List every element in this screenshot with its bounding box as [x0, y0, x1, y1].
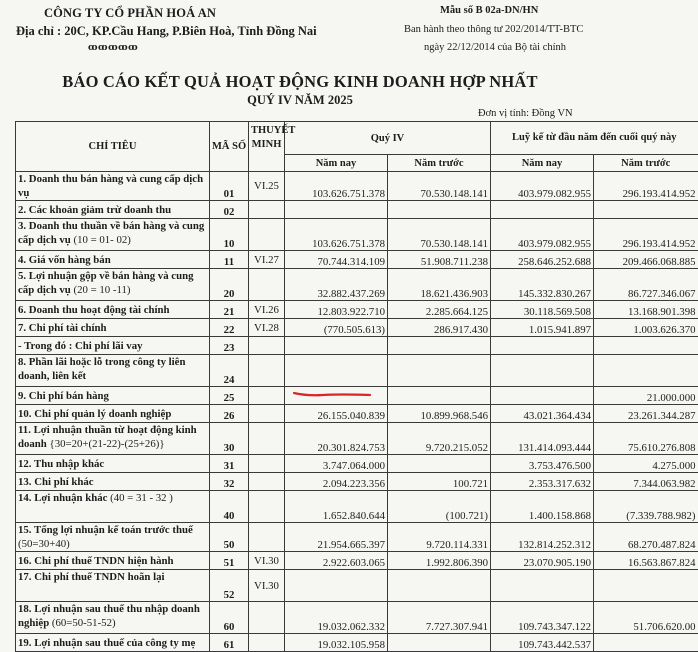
- header-code: MÃ SỐ: [210, 122, 249, 172]
- row-code: 20: [210, 269, 249, 301]
- ytd-prev-year-value: 75.610.276.808: [594, 423, 698, 455]
- ytd-prev-year-value: [594, 634, 698, 652]
- row-code: 21: [210, 301, 249, 319]
- ytd-prev-year-value: 16.563.867.824: [594, 552, 698, 570]
- ytd-prev-year-value: 13.168.901.398: [594, 301, 698, 319]
- row-label: [16, 251, 210, 269]
- row-label: [16, 301, 210, 319]
- row-note: [249, 201, 285, 219]
- row-note: VI.28: [249, 319, 285, 337]
- table-row: [16, 473, 698, 491]
- table-row: [16, 423, 698, 455]
- row-label: [16, 423, 210, 455]
- row-label-text: 3. Doanh thu thuần về bán hàng và cung cấp dịch vụ: [18, 220, 205, 246]
- quarter-prev-year-value: (100.721): [388, 491, 491, 523]
- quarter-prev-year-value: 100.721: [388, 473, 491, 491]
- quarter-this-year-value: 103.626.751.378: [285, 172, 388, 201]
- header-ytd: Luỹ kế từ đầu năm đến cuối quý này: [491, 122, 698, 155]
- quarter-prev-year-value: 286.917.430: [388, 319, 491, 337]
- quarter-prev-year-value: 10.899.968.546: [388, 405, 491, 423]
- row-code: 61: [210, 634, 249, 652]
- quarter-prev-year-value: 9.720.114.331: [388, 523, 491, 552]
- row-formula: (60=50-51-52): [51, 617, 116, 629]
- row-code: 22: [210, 319, 249, 337]
- ytd-this-year-value: 43.021.364.434: [491, 405, 594, 423]
- ytd-this-year-value: 109.743.442.537: [491, 634, 594, 652]
- row-label-text: 10. Chi phí quản lý doanh nghiệp: [18, 407, 172, 420]
- row-code: 01: [210, 172, 249, 201]
- ytd-prev-year-value: [594, 355, 698, 387]
- row-label: [16, 473, 210, 491]
- ytd-prev-year-value: 68.270.487.824: [594, 523, 698, 552]
- row-label: [16, 201, 210, 219]
- ytd-prev-year-value: 21.000.000: [594, 387, 698, 405]
- ytd-this-year-value: 403.979.082.955: [491, 172, 594, 201]
- row-label-text: 6. Doanh thu hoạt động tài chính: [18, 303, 170, 316]
- ytd-this-year-value: 1.400.158.868: [491, 491, 594, 523]
- ytd-this-year-value: 131.414.093.444: [491, 423, 594, 455]
- row-label: [16, 319, 210, 337]
- quarter-this-year-value: 19.032.062.332: [285, 602, 388, 634]
- ytd-prev-year-value: 209.466.068.885: [594, 251, 698, 269]
- ytd-this-year-value: [491, 337, 594, 355]
- row-formula: {30=20+(21-22)-(25+26)}: [49, 438, 165, 450]
- row-label: [16, 219, 210, 251]
- form-number: Mẫu số B 02a-DN/HN: [440, 5, 539, 16]
- header-ytd-this-year: Năm nay: [491, 155, 594, 172]
- table-row: [16, 301, 698, 319]
- row-note: VI.30: [249, 570, 285, 602]
- table-row: [16, 552, 698, 570]
- quarter-prev-year-value: 9.720.215.052: [388, 423, 491, 455]
- row-note: [249, 405, 285, 423]
- row-label-text: 2. Các khoản giảm trừ doanh thu: [18, 203, 172, 216]
- quarter-this-year-value: 1.652.840.644: [285, 491, 388, 523]
- quarter-this-year-value: 32.882.437.269: [285, 269, 388, 301]
- row-label: [16, 455, 210, 473]
- row-label-text: 4. Giá vốn hàng bán: [18, 253, 111, 266]
- row-note: VI.25: [249, 172, 285, 201]
- row-code: 40: [210, 491, 249, 523]
- company-name: CÔNG TY CỔ PHẦN HOÁ AN: [44, 6, 216, 20]
- row-code: 32: [210, 473, 249, 491]
- row-label-text: 12. Thu nhập khác: [18, 457, 105, 470]
- row-note: VI.27: [249, 251, 285, 269]
- header-quarter: Quý IV: [285, 122, 491, 155]
- ytd-this-year-value: 403.979.082.955: [491, 219, 594, 251]
- table-row: [16, 570, 698, 602]
- quarter-this-year-value: 103.626.751.378: [285, 219, 388, 251]
- quarter-this-year-value: 3.747.064.000: [285, 455, 388, 473]
- quarter-this-year-value: [285, 355, 388, 387]
- header-q-this-year: Năm nay: [285, 155, 388, 172]
- quarter-prev-year-value: 2.285.664.125: [388, 301, 491, 319]
- table-row: [16, 319, 698, 337]
- ytd-prev-year-value: [594, 570, 698, 602]
- quarter-this-year-value: 20.301.824.753: [285, 423, 388, 455]
- income-statement-table: [15, 121, 698, 652]
- ytd-this-year-value: 132.814.252.312: [491, 523, 594, 552]
- row-label-text: 19. Lợi nhuận sau thuế của công ty mẹ: [18, 636, 196, 649]
- row-label: [16, 269, 210, 301]
- row-code: 10: [210, 219, 249, 251]
- quarter-this-year-value: 2.094.223.356: [285, 473, 388, 491]
- table-row: [16, 405, 698, 423]
- header-q-prev-year: Năm trước: [388, 155, 491, 172]
- row-code: 31: [210, 455, 249, 473]
- row-note: [249, 602, 285, 634]
- row-label-text: 17. Chi phí thuế TNDN hoãn lại: [18, 571, 165, 583]
- row-code: 60: [210, 602, 249, 634]
- row-note: [249, 387, 285, 405]
- row-label-text: 14. Lợi nhuận khác: [18, 492, 111, 504]
- quarter-this-year-value: 21.954.665.397: [285, 523, 388, 552]
- header-note: THUYẾT MINH: [249, 122, 285, 172]
- header-indicator: CHỈ TIÊU: [16, 122, 210, 172]
- quarter-prev-year-value: [388, 355, 491, 387]
- row-formula: (10 = 01- 02): [73, 234, 131, 246]
- ytd-this-year-value: 1.015.941.897: [491, 319, 594, 337]
- table-row: [16, 337, 698, 355]
- row-code: 50: [210, 523, 249, 552]
- table-row: [16, 219, 698, 251]
- quarter-this-year-value: 26.155.040.839: [285, 405, 388, 423]
- table-row: [16, 355, 698, 387]
- quarter-this-year-value: (770.505.613): [285, 319, 388, 337]
- row-note: [249, 423, 285, 455]
- ytd-this-year-value: 258.646.252.688: [491, 251, 594, 269]
- row-code: 02: [210, 201, 249, 219]
- header-ytd-prev-year: Năm trước: [594, 155, 698, 172]
- ytd-this-year-value: 145.332.830.267: [491, 269, 594, 301]
- row-label-text: 7. Chi phí tài chính: [18, 321, 107, 334]
- quarter-this-year-value: 2.922.603.065: [285, 552, 388, 570]
- row-code: 24: [210, 355, 249, 387]
- quarter-this-year-value: [285, 337, 388, 355]
- row-note: [249, 269, 285, 301]
- row-label: [16, 405, 210, 423]
- ytd-prev-year-value: 86.727.346.067: [594, 269, 698, 301]
- row-note: [249, 523, 285, 552]
- report-title: BÁO CÁO KẾT QUẢ HOẠT ĐỘNG KINH DOANH HỢP NHẤT: [62, 72, 538, 91]
- table-row: [16, 269, 698, 301]
- row-note: [249, 337, 285, 355]
- currency-unit: Đơn vị tính: Đồng VN: [478, 108, 573, 119]
- row-label: [16, 602, 210, 634]
- ytd-this-year-value: [491, 387, 594, 405]
- circular-reference: Ban hành theo thông tư 202/2014/TT-BTC: [404, 24, 584, 35]
- row-label: [16, 337, 210, 355]
- ytd-this-year-value: [491, 201, 594, 219]
- row-note: [249, 491, 285, 523]
- row-note: [249, 473, 285, 491]
- circular-date: ngày 22/12/2014 của Bộ tài chính: [424, 42, 567, 53]
- ytd-this-year-value: 23.070.905.190: [491, 552, 594, 570]
- row-label: [16, 570, 210, 602]
- ytd-prev-year-value: [594, 201, 698, 219]
- ytd-this-year-value: 3.753.476.500: [491, 455, 594, 473]
- quarter-prev-year-value: 70.530.148.141: [388, 219, 491, 251]
- row-label-text: 18. Lợi nhuận sau thuế thu nhập doanh nghiệp: [18, 603, 200, 629]
- ytd-prev-year-value: 51.706.620.00: [594, 602, 698, 634]
- decorative-ornament: ꝏꝏꝏꝏꝏ: [88, 42, 139, 52]
- table-row: [16, 201, 698, 219]
- row-note: [249, 634, 285, 652]
- ytd-prev-year-value: 7.344.063.982: [594, 473, 698, 491]
- row-formula: (40 = 31 - 32 ): [110, 492, 173, 504]
- quarter-prev-year-value: [388, 201, 491, 219]
- table-row: [16, 523, 698, 552]
- row-label: [16, 172, 210, 201]
- row-code: 30: [210, 423, 249, 455]
- ytd-prev-year-value: [594, 337, 698, 355]
- row-note: [249, 455, 285, 473]
- row-note: [249, 355, 285, 387]
- company-address: Địa chỉ : 20C, KP.Cầu Hang, P.Biên Hoà, Tỉnh Đồng Nai: [16, 24, 317, 38]
- row-label-text: 9. Chi phí bán hàng: [18, 389, 109, 402]
- ytd-prev-year-value: 296.193.414.952: [594, 172, 698, 201]
- table-row: [16, 455, 698, 473]
- quarter-prev-year-value: [388, 337, 491, 355]
- red-pen-underline: [293, 391, 371, 397]
- row-label: [16, 523, 210, 552]
- table-row: [16, 251, 698, 269]
- table-row: [16, 172, 698, 201]
- row-code: 52: [210, 570, 249, 602]
- table-row: [16, 602, 698, 634]
- row-label-text: 8. Phần lãi hoặc lỗ trong công ty liên doanh, liên kết: [18, 356, 186, 382]
- row-formula: (50=30+40): [18, 538, 70, 550]
- quarter-this-year-value: [285, 570, 388, 602]
- quarter-prev-year-value: [388, 387, 491, 405]
- row-code: 25: [210, 387, 249, 405]
- table-row: [16, 634, 698, 652]
- quarter-prev-year-value: [388, 570, 491, 602]
- row-code: 26: [210, 405, 249, 423]
- ytd-prev-year-value: 4.275.000: [594, 455, 698, 473]
- row-label-text: 16. Chi phí thuế TNDN hiện hành: [18, 554, 174, 567]
- table-row: [16, 491, 698, 523]
- ytd-this-year-value: 30.118.569.508: [491, 301, 594, 319]
- quarter-this-year-value: [285, 201, 388, 219]
- row-label: [16, 491, 210, 523]
- report-subtitle: QUÝ IV NĂM 2025: [247, 93, 353, 107]
- quarter-prev-year-value: 18.621.436.903: [388, 269, 491, 301]
- row-code: 23: [210, 337, 249, 355]
- quarter-this-year-value: 19.032.105.958: [285, 634, 388, 652]
- row-note: [249, 219, 285, 251]
- row-label: [16, 355, 210, 387]
- ytd-this-year-value: 109.743.347.122: [491, 602, 594, 634]
- row-label: [16, 387, 210, 405]
- quarter-prev-year-value: 51.908.711.238: [388, 251, 491, 269]
- table-body: [16, 172, 698, 652]
- ytd-prev-year-value: 1.003.626.370: [594, 319, 698, 337]
- quarter-this-year-value: 70.744.314.109: [285, 251, 388, 269]
- quarter-prev-year-value: [388, 634, 491, 652]
- ytd-this-year-value: [491, 355, 594, 387]
- row-note: VI.30: [249, 552, 285, 570]
- row-label-text: 1. Doanh thu bán hàng và cung cấp dịch vụ: [18, 173, 204, 199]
- row-label-text: 5. Lợi nhuận gộp về bán hàng và cung cấp dịch vụ: [18, 270, 194, 296]
- quarter-prev-year-value: 7.727.307.941: [388, 602, 491, 634]
- quarter-prev-year-value: 1.992.806.390: [388, 552, 491, 570]
- ytd-this-year-value: [491, 570, 594, 602]
- row-label-text: 11. Lợi nhuận thuần từ hoạt động kinh doanh: [18, 424, 197, 450]
- row-label-text: - Trong đó : Chi phí lãi vay: [18, 339, 143, 352]
- quarter-prev-year-value: 70.530.148.141: [388, 172, 491, 201]
- row-formula: (20 = 10 -11): [73, 284, 131, 296]
- row-note: VI.26: [249, 301, 285, 319]
- ytd-prev-year-value: 23.261.344.287: [594, 405, 698, 423]
- ytd-prev-year-value: 296.193.414.952: [594, 219, 698, 251]
- row-code: 51: [210, 552, 249, 570]
- row-label: [16, 552, 210, 570]
- ytd-prev-year-value: (7.339.788.982): [594, 491, 698, 523]
- row-label: [16, 634, 210, 652]
- quarter-prev-year-value: [388, 455, 491, 473]
- ytd-this-year-value: 2.353.317.632: [491, 473, 594, 491]
- row-label-text: 13. Chi phí khác: [18, 475, 94, 488]
- row-label-text: 15. Tổng lợi nhuận kế toán trước thuế: [18, 524, 193, 536]
- row-code: 11: [210, 251, 249, 269]
- quarter-this-year-value: 12.803.922.710: [285, 301, 388, 319]
